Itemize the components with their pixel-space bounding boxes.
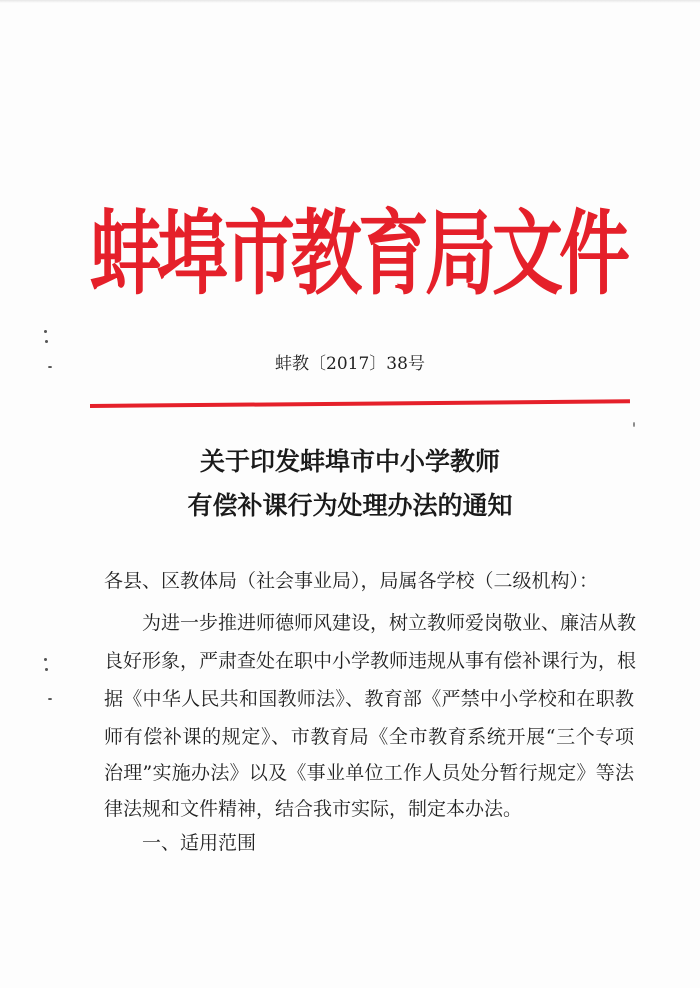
red-separator-line [90,399,630,408]
addressee-line: 各县、区教体局（社会事业局），局属各学校（二级机构）： [104,570,599,592]
scan-speck [48,698,52,700]
paragraph-line: 师有偿补课的规定》、市教育局《全市教育系统开展“三个专项 [104,726,634,748]
paragraph-line: 律法规和文件精神，结合我市实际，制定本办法。 [104,798,523,820]
paragraph-line: 为进一步推进师德师风建设，树立教师爱岗敬业、廉洁从教 [142,612,637,634]
notice-title-line-1: 关于印发蚌埠市中小学教师 [199,447,500,476]
paragraph-line: 良好形象，严肃查处在职中小学教师违规从事有偿补课行为，根 [104,650,637,672]
scan-top-edge [0,0,700,3]
paragraph-line: 治理”实施办法》以及《事业单位工作人员处分暂行规定》等法 [104,762,634,784]
scan-speck [45,668,48,671]
scan-speck [45,340,48,343]
scan-speck [44,658,47,661]
paragraph-line: 据《中华人民共和国教师法》、教育部《严禁中小学校和在职教 [104,688,634,710]
scan-speck [44,330,47,333]
scan-speck [48,366,52,368]
notice-title-line-2: 有偿补课行为处理办法的通知 [187,491,513,520]
document-number: 蚌教〔2017〕38号 [275,354,425,374]
section-heading: 一、适用范围 [142,832,257,854]
agency-header-title: 蚌埠市教育局文件 [89,199,626,308]
scan-speck [633,422,635,427]
